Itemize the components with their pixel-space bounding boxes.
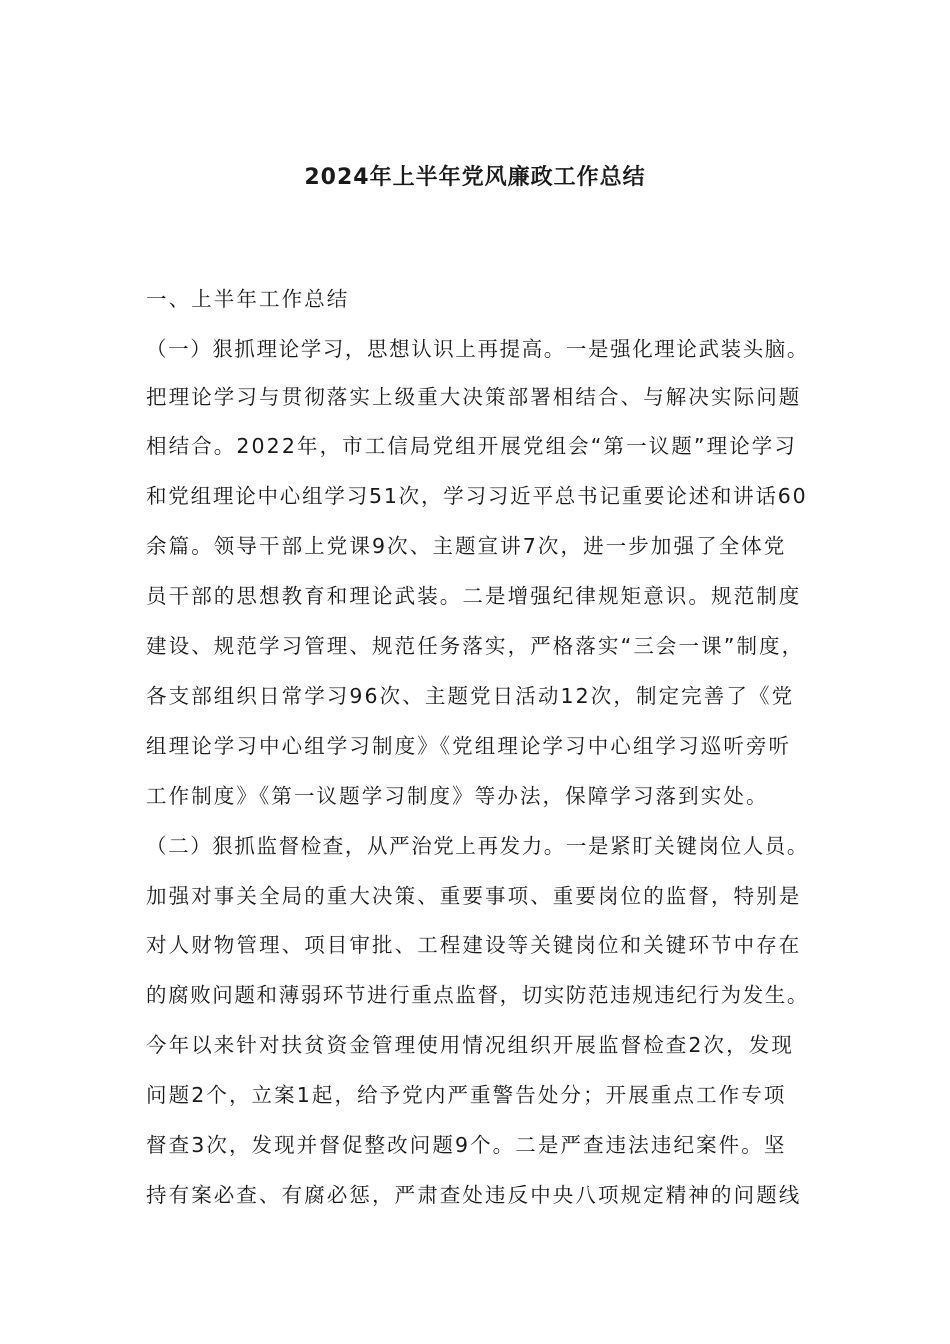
text-line: 组理论学习中心组学习制度》《党组理论学习中心组学习巡听旁听: [146, 734, 792, 758]
text-line: 对人财物管理、项目审批、工程建设等关键岗位和关键环节中存在: [146, 933, 802, 957]
text-line: 余篇。领导干部上党课9次、主题宣讲7次，进一步加强了全体党: [146, 534, 787, 558]
text-line: 把理论学习与贯彻落实上级重大决策部署相结合、与解决实际问题: [146, 385, 802, 409]
text-line: 今年以来针对扶贫资金管理使用情况组织开展监督检查2次，发现: [146, 1033, 794, 1057]
text-line: 相结合。2022年，市工信局党组开展党组会“第一议题”理论学习: [146, 434, 798, 458]
text-line: 各支部组织日常学习96次、主题党日活动12次，制定完善了《党: [146, 684, 795, 708]
text-line: 的腐败问题和薄弱环节进行重点监督，切实防范违规违纪行为发生。: [146, 983, 809, 1007]
text-line: 问题2个，立案1起，给予党内严重警告处分；开展重点工作专项: [146, 1083, 787, 1107]
text-line: （一）狠抓理论学习，思想认识上再提高。一是强化理论武装头脑。: [146, 337, 809, 361]
document-title: 2024年上半年党风廉政工作总结: [304, 165, 646, 190]
text-line: （二）狠抓监督检查，从严治党上再发力。一是紧盯关键岗位人员。: [146, 834, 809, 858]
text-line: 持有案必查、有腐必惩，严肃查处违反中央八项规定精神的问题线: [146, 1183, 802, 1207]
text-line: 工作制度》《第一议题学习制度》等办法，保障学习落到实处。: [146, 784, 769, 808]
text-line: 和党组理论中心组学习51次，学习习近平总书记重要论述和讲话60: [146, 484, 808, 508]
section-heading: 一、上半年工作总结: [146, 287, 350, 311]
text-line: 督查3次，发现并督促整改问题9个。二是严查违法违纪案件。坚: [146, 1133, 787, 1157]
text-line: 加强对事关全局的重大决策、重要事项、重要岗位的监督，特别是: [146, 884, 802, 908]
text-line: 建设、规范学习管理、规范任务落实，严格落实“三会一课”制度，: [146, 634, 805, 658]
text-line: 员干部的思想教育和理论武装。二是增强纪律规矩意识。规范制度: [146, 584, 802, 608]
